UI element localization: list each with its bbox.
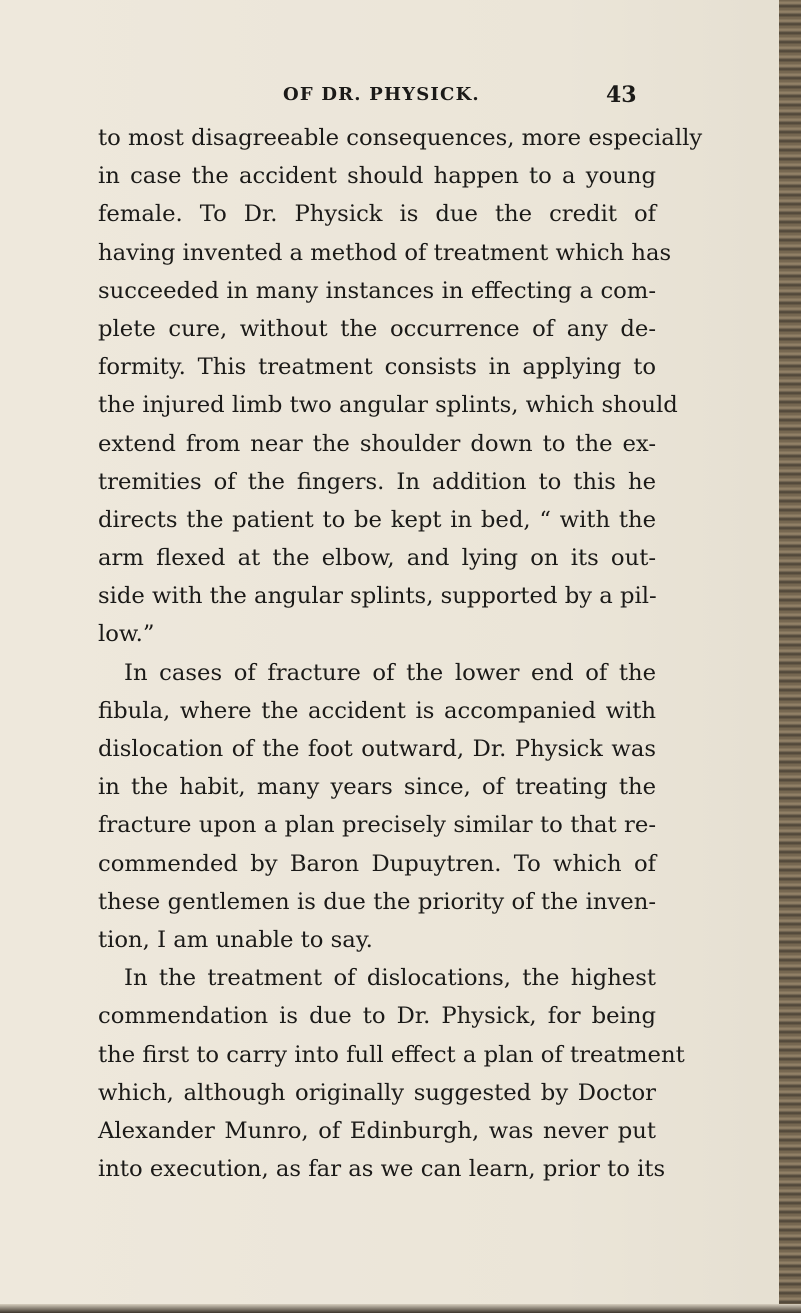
text-line: side with the angular splints, supported by a pil- [98, 583, 657, 610]
text-line: these gentlemen is due the priority of the inven- [98, 888, 656, 915]
text-line: low.” [98, 621, 155, 648]
text-line: the first to carry into full effect a plan of treatment [98, 1041, 685, 1068]
text-line: the injured limb two angular splints, which should [98, 392, 678, 419]
text-line: in the habit, many years since, of treating the [98, 774, 656, 801]
page-number: 43 [606, 82, 637, 108]
text-line: tion, I am unable to say. [98, 926, 373, 953]
text-line: plete cure, without the occurrence of any de- [98, 315, 656, 342]
text-line: in case the accident should happen to a young [98, 163, 656, 190]
running-title: OF DR. PHYSICK. [283, 84, 480, 105]
body-text [98, 119, 703, 1188]
text-line: tremities of the fingers. In addition to this he [98, 468, 656, 495]
text-line: having invented a method of treatment which has [98, 239, 672, 266]
text-line: which, although originally suggested by Doctor [98, 1079, 656, 1106]
text-line: to most disagreeable consequences, more especially [98, 125, 703, 151]
paragraph-start: In the treatment of dislocations, the highest [124, 965, 656, 992]
text-line: commendation is due to Dr. Physick, for being [98, 1003, 656, 1030]
running-head [0, 84, 801, 114]
text-line: fibula, where the accident is accompanied with [98, 697, 656, 724]
text-line: fracture upon a plan precisely similar to that re- [98, 812, 656, 839]
text-line: into execution, as far as we can learn, prior to its [98, 1156, 666, 1183]
text-line: commended by Baron Dupuytren. To which of [98, 850, 656, 877]
page-binding-edge [779, 0, 801, 1313]
text-line: dislocation of the foot outward, Dr. Physick was [98, 736, 656, 762]
text-line: arm flexed at the elbow, and lying on its out- [98, 545, 656, 572]
text-line: directs the patient to be kept in bed, “ with the [98, 506, 656, 533]
text-line: female. To Dr. Physick is due the credit of [98, 201, 656, 228]
text-line: formity. This treatment consists in applying to [98, 354, 656, 381]
paragraph-start: In cases of fracture of the lower end of the [124, 659, 656, 686]
text-line: succeeded in many instances in effecting a com- [98, 277, 656, 304]
text-line: Alexander Munro, of Edinburgh, was never put [98, 1117, 656, 1144]
text-line: extend from near the shoulder down to the ex- [98, 430, 656, 457]
page-bottom-edge [0, 1304, 801, 1313]
